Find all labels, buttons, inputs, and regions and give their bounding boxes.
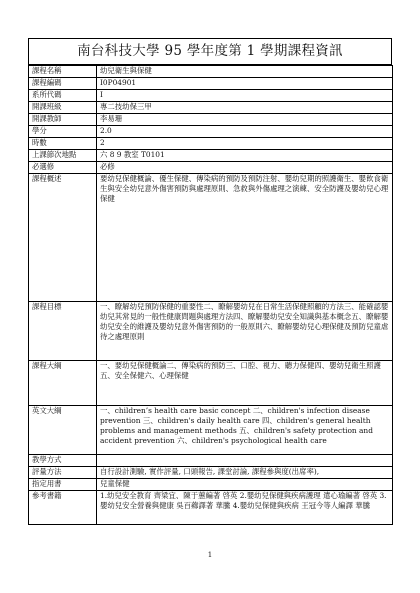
row-course-code bbox=[29, 78, 393, 90]
label-course-code: 課程編碼 bbox=[29, 78, 97, 90]
value-outline: 一、要幼兒保健概論二、傳染病的預防三、口腔、視力、聽力保健四、嬰幼兒衛生照護五、安全保健六、心理保健 bbox=[97, 361, 393, 406]
row-references bbox=[29, 491, 393, 525]
value-hours: 2 bbox=[97, 138, 393, 150]
row-textbook bbox=[29, 479, 393, 491]
label-assessment: 評量方法 bbox=[29, 467, 97, 479]
course-info-table bbox=[28, 65, 393, 525]
value-course-name: 幼兒衛生與保健 bbox=[97, 66, 393, 78]
label-schedule: 上課節次地點 bbox=[29, 150, 97, 162]
value-teacher: 李易珊 bbox=[97, 114, 393, 126]
page-title: 南台科技大學 95 學年度第 1 學期課程資訊 bbox=[28, 38, 392, 65]
value-overview: 要幼兒保健概論、優生保健、傳染病的預防及預防注射、嬰幼兒期的照護衛生、嬰飲食衛生與安全幼兒意外傷害預防與處理原則、急救與外傷處理之演練、安全防護及嬰幼兒心理保健 bbox=[97, 174, 393, 302]
label-hours: 時數 bbox=[29, 138, 97, 150]
label-class: 開課班級 bbox=[29, 102, 97, 114]
label-required: 必選修 bbox=[29, 162, 97, 174]
value-objectives: 一、瞭解幼兒預防保健的重要性二、瞭解嬰幼兒在日常生活保健照顧的方法三、能確認嬰幼兒其常見的一般性健康問題與處理方法四、瞭解嬰幼兒安全知識與基本概念五、瞭解嬰幼兒安全的維護及嬰幼兒意外傷害預防的一般原則六、瞭解嬰幼兒心理保健及預防兒童虐待之處理原則 bbox=[97, 302, 393, 361]
value-course-code: I0P04901 bbox=[97, 78, 393, 90]
value-schedule: 六 8 9 教室 T0101 bbox=[97, 150, 393, 162]
value-required: 必修 bbox=[97, 162, 393, 174]
row-english-outline bbox=[29, 406, 393, 455]
label-references: 參考書籍 bbox=[29, 491, 97, 525]
value-dept-code: I bbox=[97, 90, 393, 102]
row-teacher bbox=[29, 114, 393, 126]
row-required bbox=[29, 162, 393, 174]
label-outline: 課程大綱 bbox=[29, 361, 97, 406]
label-objectives: 課程目標 bbox=[29, 302, 97, 361]
value-assessment: 自行設計測驗, 實作評量, 口頭報告, 課堂討論, 課程參與度(出席率), bbox=[97, 467, 393, 479]
row-overview bbox=[29, 174, 393, 302]
row-assessment bbox=[29, 467, 393, 479]
value-class: 專二技幼保三甲 bbox=[97, 102, 393, 114]
value-english-outline: 一、children’s health care basic concept 二、children's infection disease prevention 三、children's daily health care 四、children's general health problems and management methods 五、children's safety protection and accident prevention 六、children's psychological health care bbox=[97, 406, 393, 455]
row-teaching-method bbox=[29, 455, 393, 467]
row-credits bbox=[29, 126, 393, 138]
value-references: 1.幼兒安全教育 齊梁宜、陳于蕙編著 啓英 2.嬰幼兒保健與疾病護理 遣心瑜編著 啓英 3.嬰幼兒安全營養與健康 吳百薌譯著 華騰 4.嬰幼兒保健與疾病 王冠今等人編譯 華騰 bbox=[97, 491, 393, 525]
row-course-name bbox=[29, 66, 393, 78]
value-textbook: 兒童保健 bbox=[97, 479, 393, 491]
label-english-outline: 英文大綱 bbox=[29, 406, 97, 455]
value-teaching-method bbox=[97, 455, 393, 467]
label-overview: 課程概述 bbox=[29, 174, 97, 302]
row-outline bbox=[29, 361, 393, 406]
label-teacher: 開課教師 bbox=[29, 114, 97, 126]
page-number: 1 bbox=[207, 551, 213, 559]
row-objectives bbox=[29, 302, 393, 361]
row-hours bbox=[29, 138, 393, 150]
label-course-name: 課程名稱 bbox=[29, 66, 97, 78]
label-dept-code: 系所代碼 bbox=[29, 90, 97, 102]
label-textbook: 指定用書 bbox=[29, 479, 97, 491]
label-teaching-method: 教學方式 bbox=[29, 455, 97, 467]
label-credits: 學分 bbox=[29, 126, 97, 138]
row-class bbox=[29, 102, 393, 114]
row-dept-code bbox=[29, 90, 393, 102]
row-schedule bbox=[29, 150, 393, 162]
value-credits: 2.0 bbox=[97, 126, 393, 138]
